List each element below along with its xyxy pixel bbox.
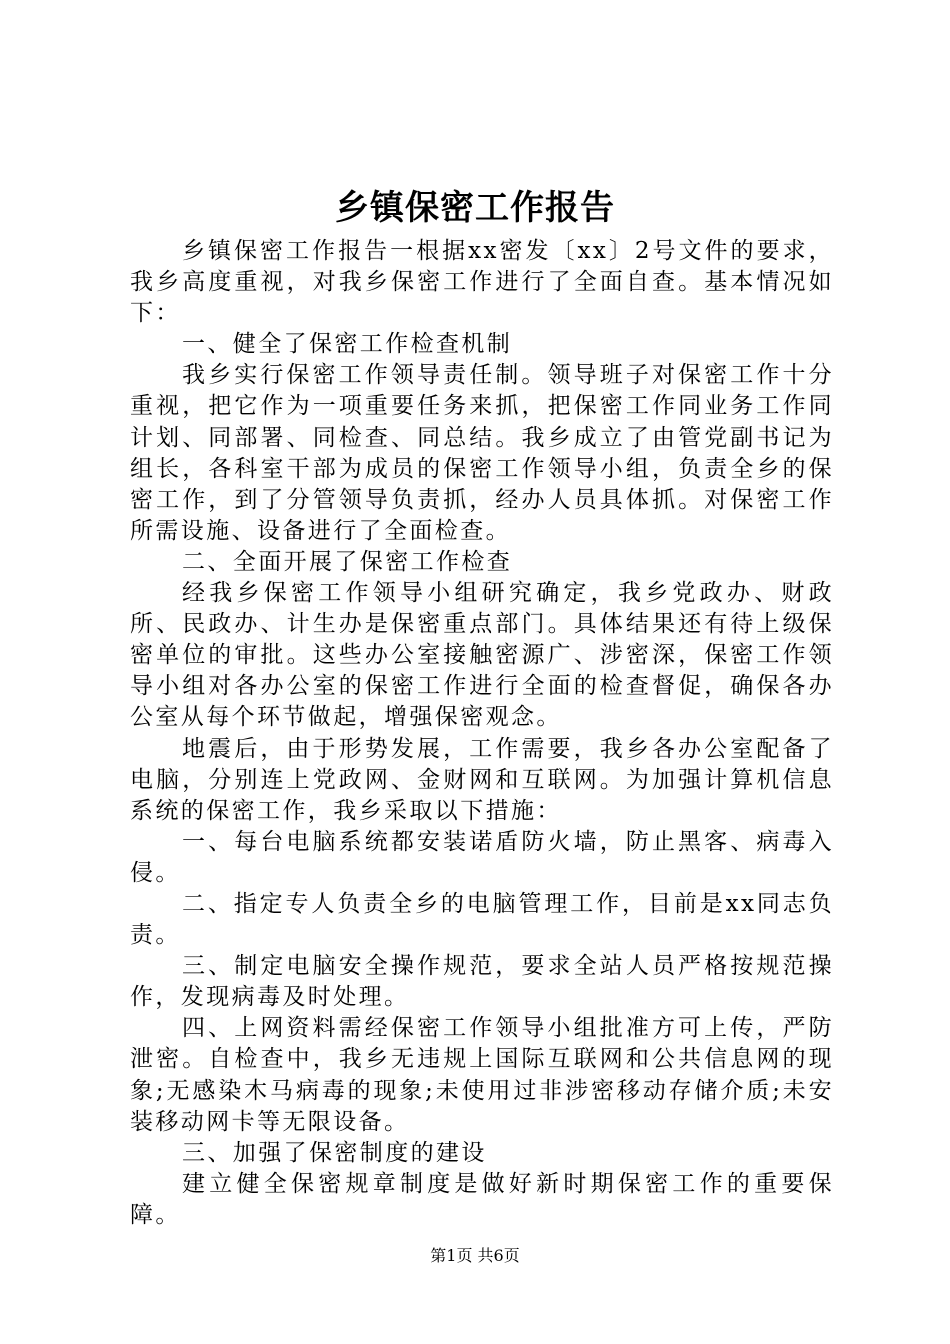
- paragraph: 经我乡保密工作领导小组研究确定，我乡党政办、财政所、民政办、计生办是保密重点部门。具体结果还有待上级保密单位的审批。这些办公室接触密源广、涉密深，保密工作领导小组对各办公室的保密工作进行全面的检查督促，确保各办公室从每个环节做起，增强保密观念。: [130, 580, 834, 731]
- paragraph: 建立健全保密规章制度是做好新时期保密工作的重要保障。: [130, 1170, 834, 1228]
- paragraph: 我乡实行保密工作领导责任制。领导班子对保密工作十分重视，把它作为一项重要任务来抓，把保密工作同业务工作同计划、同部署、同检查、同总结。我乡成立了由管党副书记为组长，各科室干部为成员的保密工作领导小组，负责全乡的保密工作，到了分管领导负责抓，经办人员具体抓。对保密工作所需设施、设备进行了全面检查。: [130, 362, 834, 544]
- paragraph: 地震后，由于形势发展，工作需要，我乡各办公室配备了电脑，分别连上党政网、金财网和互联网。为加强计算机信息系统的保密工作，我乡采取以下措施：: [130, 735, 834, 824]
- list-item: 四、上网资料需经保密工作领导小组批准方可上传，严防泄密。自检查中，我乡无违规上国际互联网和公共信息网的现象;无感染木马病毒的现象;未使用过非涉密移动存储介质;未安装移动网卡等无限设备。: [130, 1015, 834, 1135]
- list-item: 二、指定专人负责全乡的电脑管理工作，目前是xx同志负责。: [130, 890, 834, 949]
- paragraph-intro: 乡镇保密工作报告一根据xx密发〔xx〕2号文件的要求，我乡高度重视，对我乡保密工作进行了全面自查。基本情况如下：: [130, 238, 834, 327]
- section-heading-1: 一、健全了保密工作检查机制: [182, 331, 513, 358]
- list-item: 一、每台电脑系统都安装诺盾防火墙，防止黑客、病毒入侵。: [130, 828, 834, 886]
- document-body: [130, 236, 834, 1231]
- section-heading-3: 三、加强了保密制度的建设: [182, 1139, 487, 1166]
- section-heading-2: 二、全面开展了保密工作检查: [182, 548, 513, 575]
- document-title: 乡镇保密工作报告: [335, 188, 615, 228]
- list-item: 三、制定电脑安全操作规范，要求全站人员严格按规范操作，发现病毒及时处理。: [130, 953, 834, 1011]
- page-footer: 第1页 共6页: [430, 1246, 520, 1265]
